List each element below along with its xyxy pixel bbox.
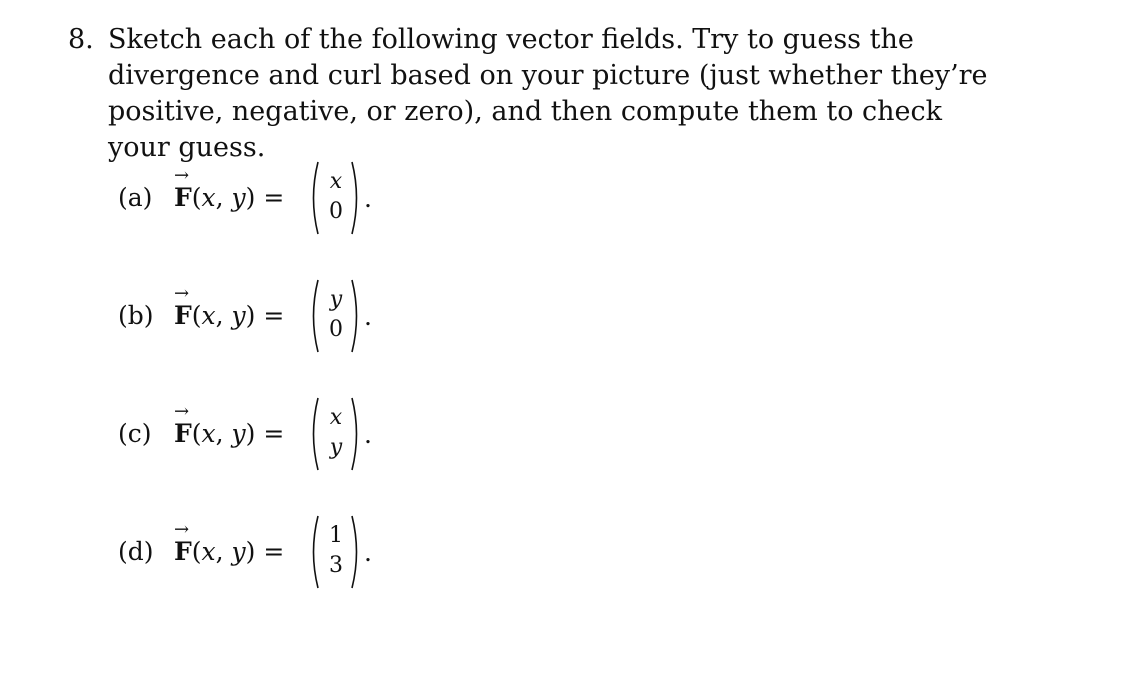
part-label: (d) — [118, 537, 154, 566]
vector-arrow-icon: → — [174, 283, 190, 304]
vector-top-entry: 1 — [329, 523, 343, 548]
vector-top-entry: x — [329, 405, 343, 430]
vector-bottom-entry: 3 — [329, 553, 343, 578]
column-vector — [308, 160, 372, 236]
vector-arrow-icon: → — [174, 165, 190, 186]
vector-arrow-icon: → — [174, 519, 190, 540]
vector-bottom-entry: 0 — [329, 317, 343, 342]
problem-statement — [68, 22, 1028, 166]
vector-bottom-entry: y — [329, 435, 343, 460]
right-paren-icon — [350, 514, 362, 590]
period: . — [364, 184, 372, 213]
period: . — [364, 538, 372, 567]
function-definition: → F(x, y) = — [174, 283, 285, 330]
right-paren-icon — [350, 278, 362, 354]
function-definition: → F(x, y) = — [174, 401, 285, 448]
part-label: (a) — [118, 183, 153, 212]
problem-number: 8. — [68, 24, 94, 55]
vector-top-entry: y — [329, 287, 343, 312]
period: . — [364, 420, 372, 449]
column-vector — [308, 278, 372, 354]
column-vector — [308, 396, 372, 472]
vector-arrow-icon: → — [174, 401, 190, 422]
part-label: (b) — [118, 301, 154, 330]
vector-F: → F — [174, 401, 192, 448]
right-paren-icon — [350, 160, 362, 236]
left-paren-icon — [308, 396, 320, 472]
vector-F: → F — [174, 165, 192, 212]
part-label: (c) — [118, 419, 152, 448]
problem-text: Sketch each of the following vector fields. Try to guess the divergence and curl based on your picture (just whether they’re positive, negative, or zero), and then compute them to check your guess. — [108, 24, 988, 163]
vector-top-entry: x — [329, 169, 343, 194]
column-vector — [308, 514, 372, 590]
left-paren-icon — [308, 278, 320, 354]
period: . — [364, 302, 372, 331]
right-paren-icon — [350, 396, 362, 472]
vector-bottom-entry: 0 — [329, 199, 343, 224]
left-paren-icon — [308, 160, 320, 236]
vector-F: → F — [174, 283, 192, 330]
left-paren-icon — [308, 514, 320, 590]
vector-F: → F — [174, 519, 192, 566]
function-definition: → F(x, y) = — [174, 519, 285, 566]
function-definition: → F(x, y) = — [174, 165, 285, 212]
